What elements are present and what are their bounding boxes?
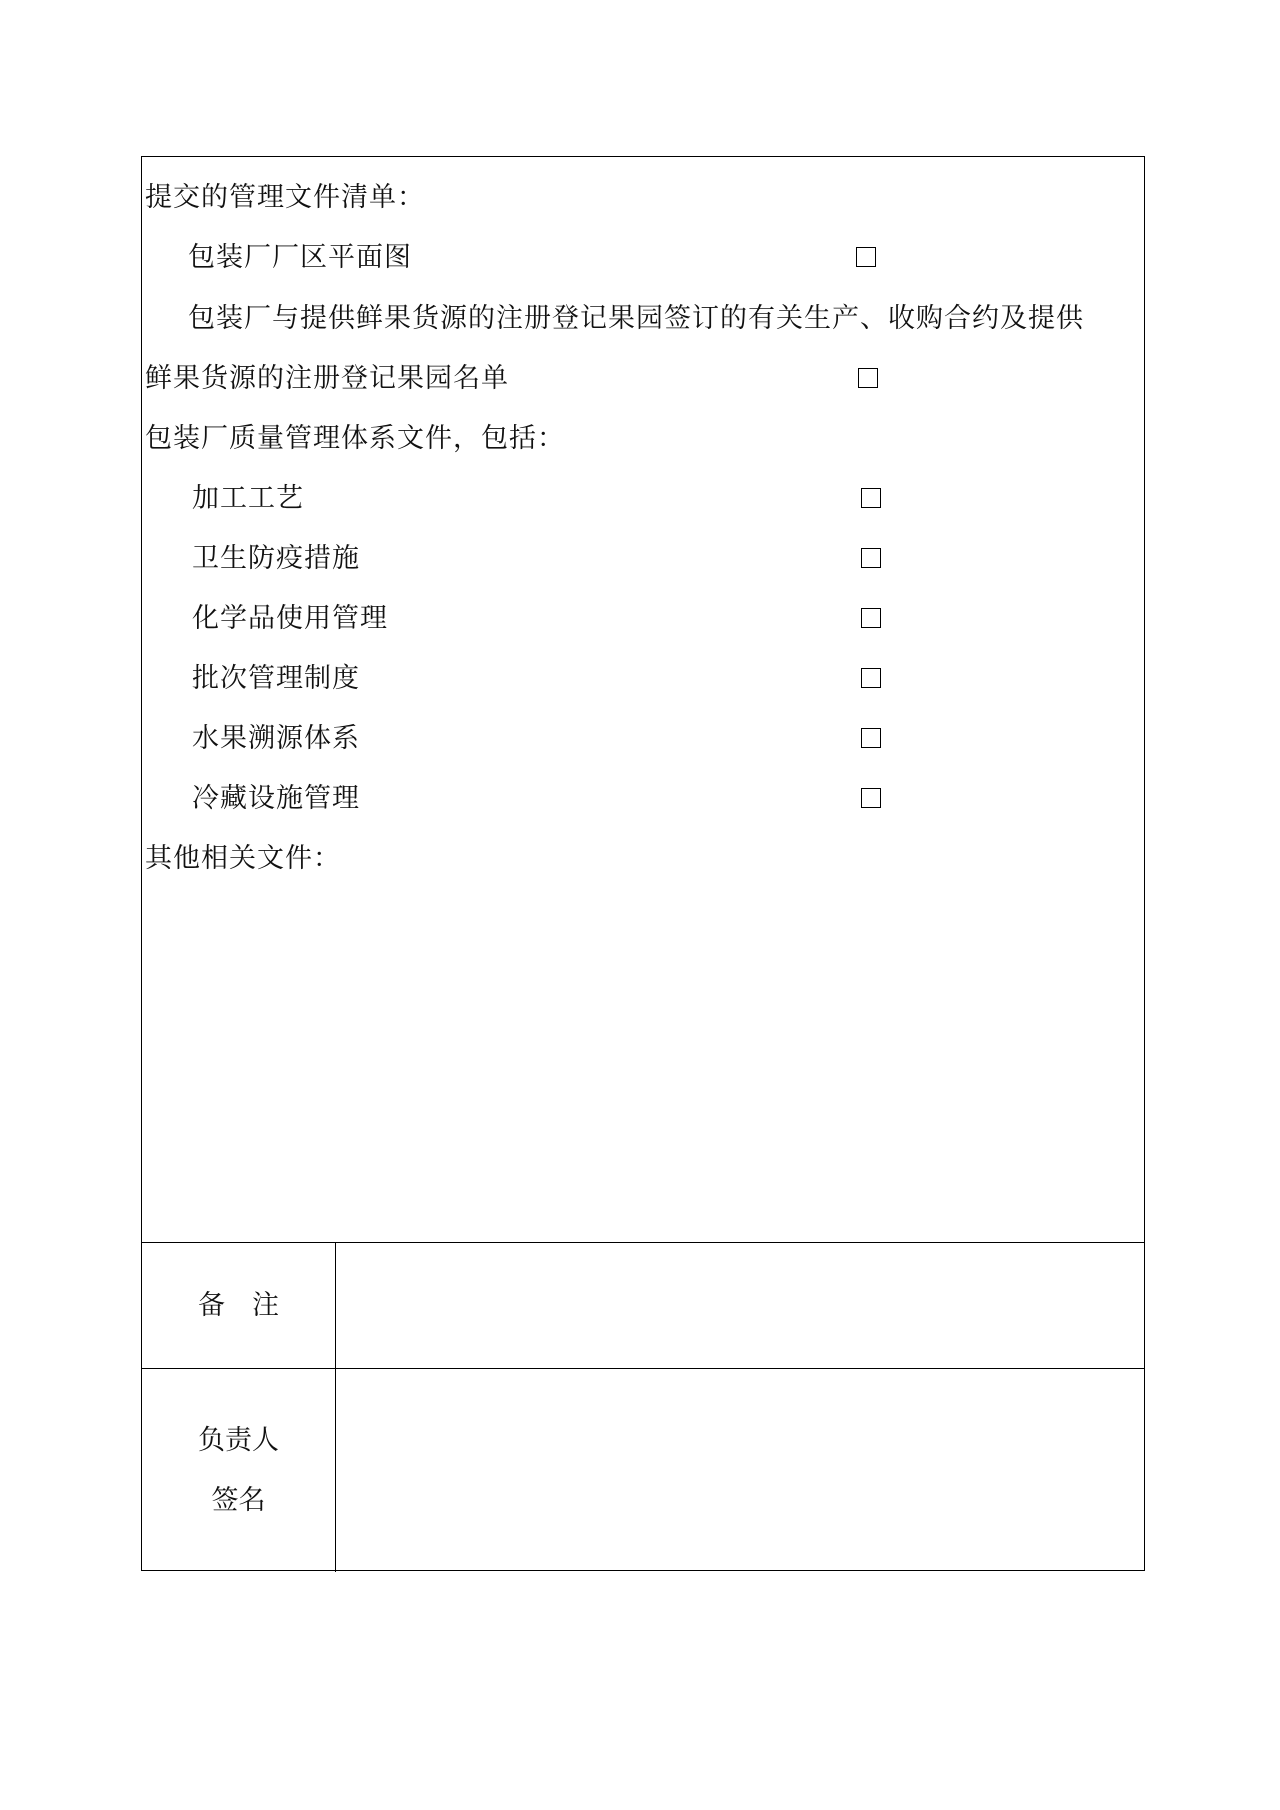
qms-heading: 包装厂质量管理体系文件，包括： <box>145 423 565 454</box>
document-form-table <box>141 156 1145 1571</box>
checkbox-traceability[interactable] <box>861 728 881 748</box>
checklist-cell <box>142 157 1144 1243</box>
checkbox-process[interactable] <box>861 488 881 508</box>
signature-label-cell <box>142 1369 336 1572</box>
remarks-label: 备 注 <box>198 1289 279 1321</box>
checklist-heading: 提交的管理文件清单： <box>145 182 425 213</box>
qms-item-hygiene: 卫生防疫措施 <box>192 543 360 574</box>
remarks-label-cell <box>142 1243 336 1368</box>
checkbox-hygiene[interactable] <box>861 548 881 568</box>
remarks-value-field[interactable] <box>336 1243 1144 1368</box>
checkbox-contract[interactable] <box>858 368 878 388</box>
checkbox-plan[interactable] <box>856 247 876 267</box>
qms-item-batch: 批次管理制度 <box>192 663 360 694</box>
signature-label-line2: 签名 <box>211 1484 266 1516</box>
checklist-item-plan: 包装厂厂区平面图 <box>188 242 412 273</box>
checkbox-cold-storage[interactable] <box>861 788 881 808</box>
remarks-row <box>142 1243 1144 1369</box>
checklist-item-contract-line1: 包装厂与提供鲜果货源的注册登记果园签订的有关生产、收购合约及提供 <box>188 303 1084 334</box>
checkbox-chemicals[interactable] <box>861 608 881 628</box>
qms-item-chemicals: 化学品使用管理 <box>192 603 388 634</box>
signature-value-field[interactable] <box>336 1369 1144 1572</box>
checkbox-batch[interactable] <box>861 668 881 688</box>
other-docs-heading: 其他相关文件： <box>145 843 341 874</box>
qms-item-cold-storage: 冷藏设施管理 <box>192 783 360 814</box>
signature-row <box>142 1369 1144 1572</box>
qms-item-traceability: 水果溯源体系 <box>192 723 360 754</box>
checklist-item-contract-line2: 鲜果货源的注册登记果园名单 <box>145 363 509 394</box>
qms-item-process: 加工工艺 <box>192 483 304 514</box>
signature-label-line1: 负责人 <box>198 1424 279 1456</box>
